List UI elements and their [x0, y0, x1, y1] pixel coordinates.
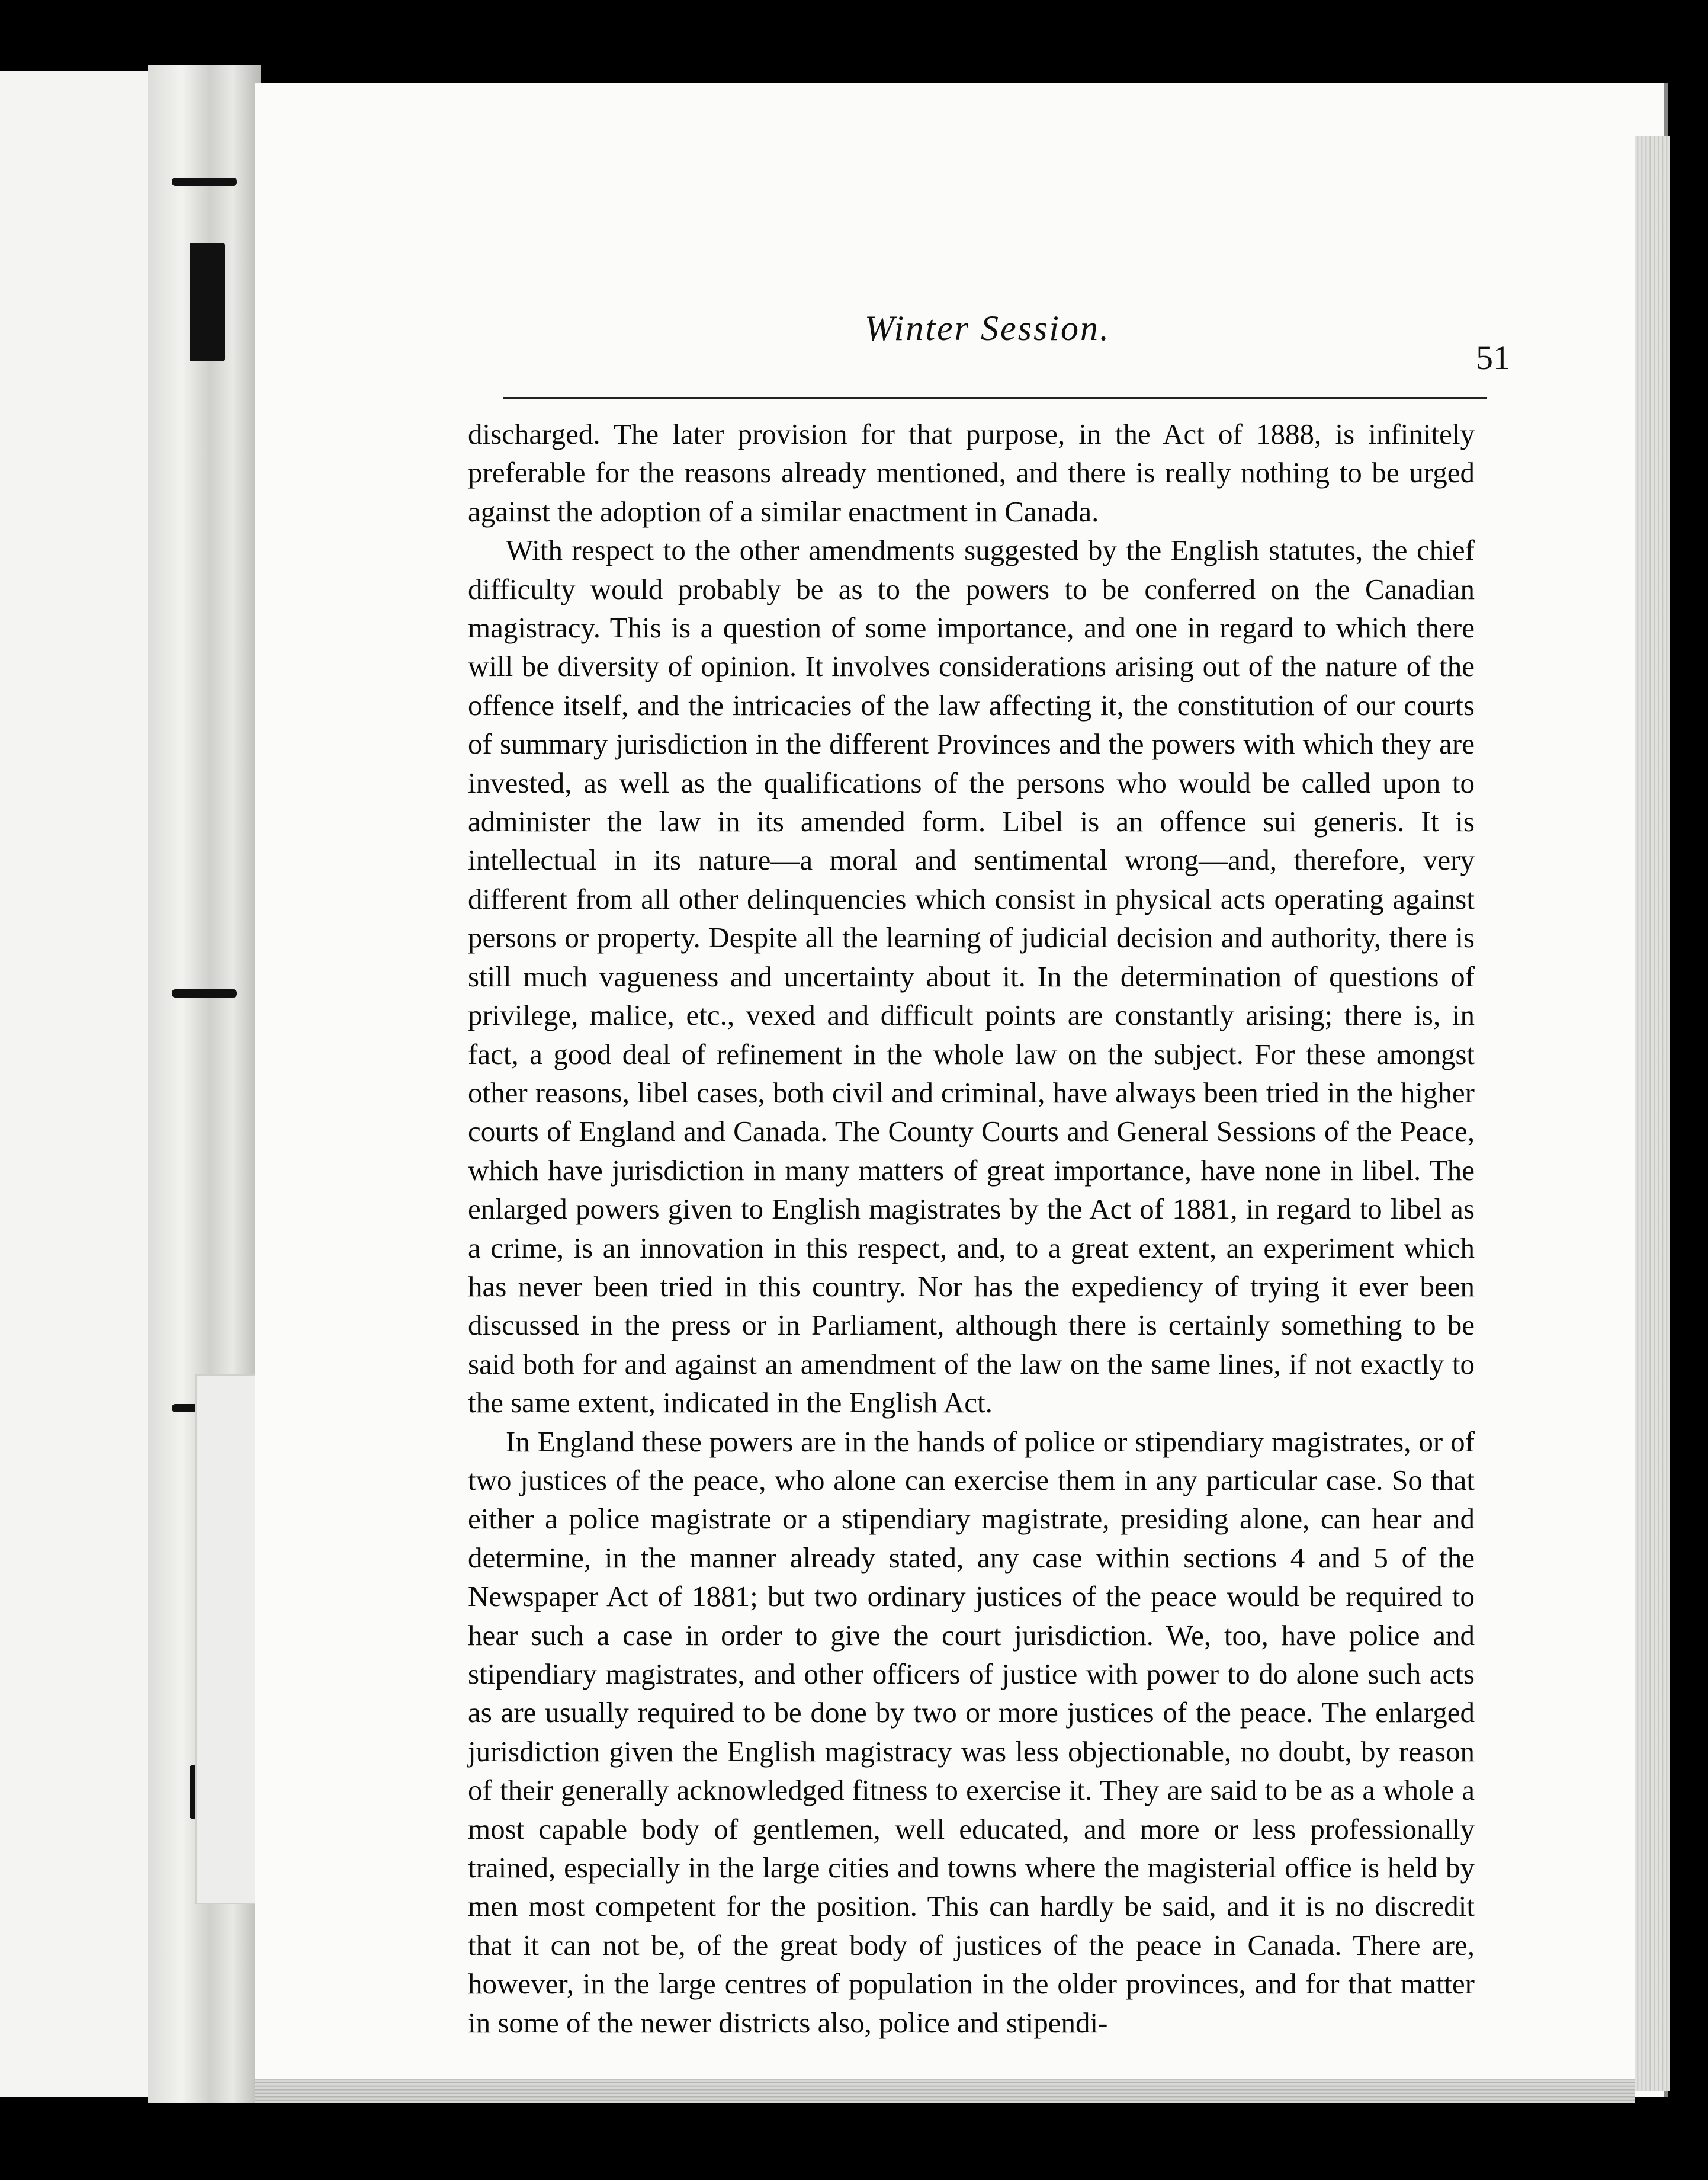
body-text: [468, 415, 1475, 2042]
running-head: Winter Session.: [865, 309, 1110, 348]
binding-tape: [190, 243, 225, 361]
stitch-mark: [172, 989, 237, 998]
paragraph: discharged. The later provision for that purpose, in the Act of 1888, is infinitely preferable for the reasons already mentioned, and there is really nothing to be urged against the adoption of a similar enactment in Canada.: [468, 418, 1475, 528]
stitch-mark: [172, 178, 237, 186]
paragraph: In England these powers are in the hands of police or stipendiary magistrates, or of two justices of the peace, who alone can exercise them in any particular case. So that either a police magistrate or a stipendiary magistrate, presiding alone, can hear and determine, in the manner already stated, any case within sections 4 and 5 of the Newspaper Act of 1881; but two ordinary justices of the peace would be required to hear such a case in order to give the court jurisdiction. We, too, have police and stipendiary magistrates, and other officers of justice with power to do alone such acts as are usually required to be done by two or more justices of the peace. The enlarged jurisdiction given the English magistracy was less objectionable, no doubt, by reason of their generally acknowledged fitness to exercise it. They are said to be as a whole a most capable body of gentlemen, well educated, and more or less professionally trained, especially in the large cities and towns where the magisterial office is held by men most competent for the position. This can hardly be said, and it is no discredit that it can not be, of the great body of justices of the peace in Canada. There are, however, in the large centres of population in the older provinces, and for that matter in some of the newer districts also, police and stipendi-: [468, 1425, 1475, 2039]
paragraph: With respect to the other amendments suggested by the English statutes, the chief difficulty would probably be as to the powers to be conferred on the Canadian magistracy. This is a question of some importance, and one in regard to which there will be diversity of opinion. It involves considerations arising out of the nature of the offence itself, and the intricacies of the law affecting it, the constitution of our courts of summary jurisdiction in the different Provinces and the powers with which they are invested, as well as the qualifications of the persons who would be called upon to administer the law in its amended form. Libel is an offence sui generis. It is intellectual in its nature—a moral and sentimental wrong—and, therefore, very different from all other delinquencies which consist in physical acts operating against persons or property. Despite all the learning of judicial decision and authority, there is still much vagueness and uncertainty about it. In the determination of questions of privilege, malice, etc., vexed and difficult points are constantly arising; there is, in fact, a good deal of refinement in the whole law on the subject. For these amongst other reasons, libel cases, both civil and criminal, have always been tried in the higher courts of England and Canada. The County Courts and General Sessions of the Peace, which have jurisdiction in many matters of great importance, have none in libel. The enlarged powers given to English magistrates by the Act of 1881, in regard to libel as a crime, is an innovation in this respect, and, to a great extent, an experiment which has never been tried in this country. Nor has the expediency of trying it ever been discussed in the press or in Parliament, although there is certainly something to be said both for and against an amendment of the law on the same lines, if not exactly to the same extent, indicated in the English Act.: [468, 534, 1475, 1419]
page-number: 51: [1476, 338, 1510, 377]
header-rule: [503, 397, 1487, 399]
page-edge-bottom: [255, 2079, 1635, 2103]
page-edge-right: [1635, 136, 1670, 2091]
